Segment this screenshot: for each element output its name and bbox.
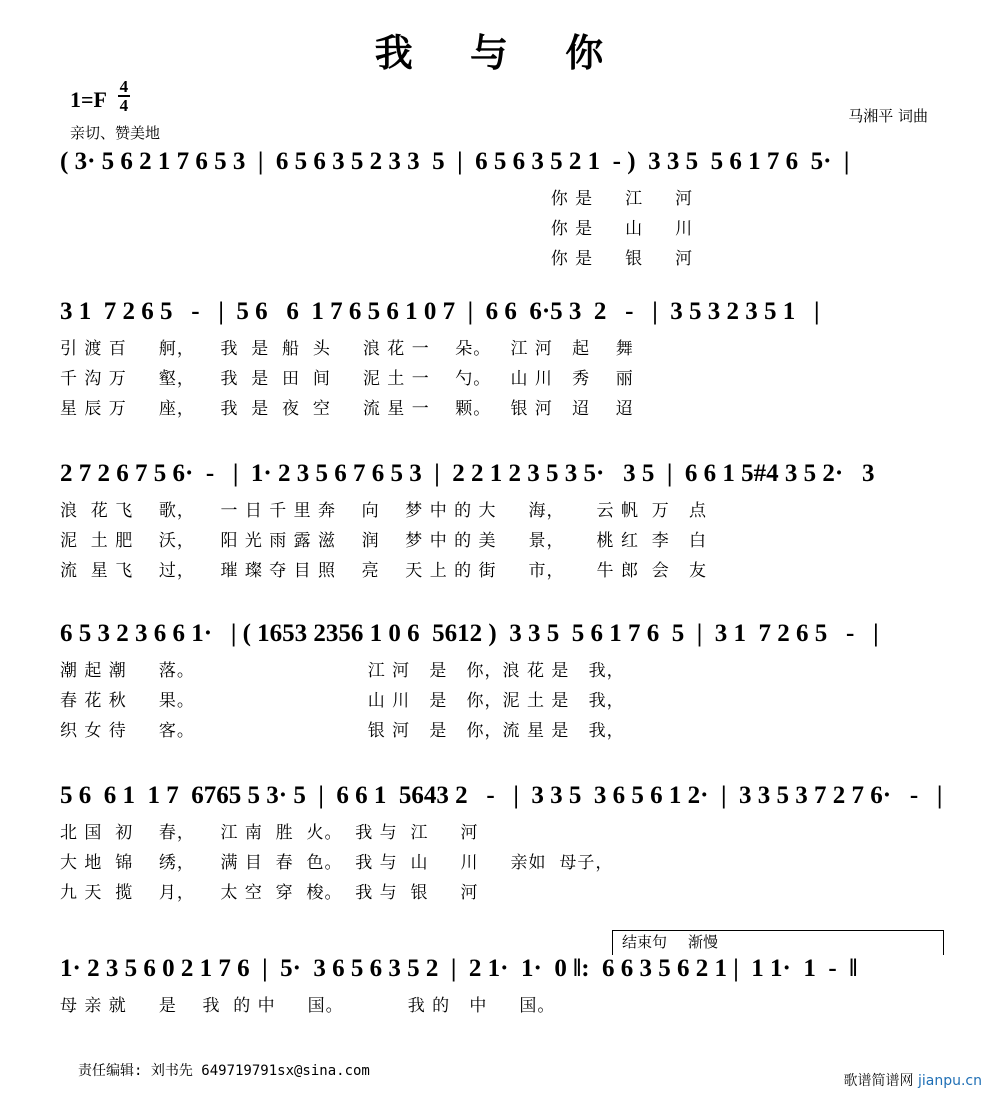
page-title: 我 与 你: [374, 31, 626, 75]
system-3: [0, 460, 1000, 586]
lyric-line-3: 流 星 飞 过， 璀 璨 夺 目 照 亮 天 上 的 街 市， 牛 郎 会 友: [60, 561, 707, 581]
lyric-line-3: 九 天 揽 月， 太 空 穿 梭。 我 与 银 河: [60, 883, 479, 903]
key-prefix: 1=: [70, 87, 94, 112]
expression-mark: 亲切、赞美地: [70, 124, 161, 142]
system-4: [0, 620, 1000, 746]
lyric-line-1: 引 渡 百 舸， 我 是 船 头 浪 花 一 朵。 江 河 起 舞: [60, 339, 634, 359]
lyric-line-1: 母 亲 就 是 我 的 中 国。 我 的 中 国。: [60, 996, 556, 1016]
lyric-line-1: 你 是 江 河: [0, 189, 694, 209]
lyric-line-1: 北 国 初 春， 江 南 胜 火。 我 与 江 河: [60, 823, 479, 843]
watermark-en: jianpu.cn: [917, 1073, 982, 1089]
system-2: [0, 298, 1000, 424]
lyric-line-3: 你 是 银 河: [0, 249, 694, 269]
system-6: [0, 955, 1000, 1021]
lyric-line-2: 你 是 山 川: [0, 219, 694, 239]
lyric-line-1: 潮 起 潮 落。 江 河 是 你，浪 花 是 我，: [60, 661, 625, 681]
lyric-line-2: 大 地 锦 绣， 满 目 春 色。 我 与 山 川 亲如 母子，: [60, 853, 614, 873]
lyric-line-2: 春 花 秋 果。 山 川 是 你，泥 土 是 我，: [60, 691, 625, 711]
editor-footer: 责任编辑: 刘书先 649719791sx@sina.com: [78, 1063, 370, 1079]
notation-line: 2 7 2 6 7 5 6· - | 1· 2 3 5 6 7 6 5 3 | 2 2 1 2 3 5 3 5· 3 5 | 6 6 1 5#4 3 5 2· 3: [60, 460, 875, 487]
time-signature: [118, 78, 131, 114]
key-signature: [70, 78, 130, 114]
composer-credit: 马湘平 词曲: [848, 107, 928, 125]
notation-line: 5 6 6 1 1 7 6765 5 3· 5 | 6 6 1 5643 2 - | 3 3 5 3 6 5 6 1 2· | 3 3 5 3 7 2 7 6· - |: [60, 782, 943, 809]
lyric-line-2: 千 沟 万 壑， 我 是 田 间 泥 土 一 勺。 山 川 秀 丽: [60, 369, 634, 389]
time-num: 4: [119, 77, 129, 96]
notation-line: 6 5 3 2 3 6 6 1· | ( 1653 2356 1 0 6 5612 ) 3 3 5 5 6 1 7 6 5 | 3 1 7 2 6 5 - |: [60, 620, 879, 647]
tempo-label: 渐慢: [688, 933, 719, 951]
system-1: [0, 148, 1000, 274]
system-5: [0, 782, 1000, 908]
lyric-line-2: 泥 土 肥 沃， 阳 光 雨 露 滋 润 梦 中 的 美 景， 桃 红 李 白: [60, 531, 707, 551]
key-letter: F: [93, 87, 107, 112]
lyric-line-3: 织 女 待 客。 银 河 是 你，流 星 是 我，: [60, 721, 625, 741]
lyric-line-1: 浪 花 飞 歌， 一 日 千 里 奔 向 梦 中 的 大 海， 云 帆 万 点: [60, 501, 707, 521]
watermark-cn: 歌谱简谱网: [843, 1073, 914, 1089]
time-den: 4: [119, 96, 129, 115]
notation-line: 1· 2 3 5 6 0 2 1 7 6 | 5· 3 6 5 6 3 5 2 | 2 1· 1· 0 ‖: 6 6 3 5 6 2 1 | 1 1· 1 - ‖: [60, 955, 858, 982]
lyric-line-3: 星 辰 万 座， 我 是 夜 空 流 星 一 颗。 银 河 迢 迢: [60, 399, 634, 419]
notation-line: ( 3· 5 6 2 1 7 6 5 3 | 6 5 6 3 5 2 3 3 5 | 6 5 6 3 5 2 1 - ) 3 3 5 5 6 1 7 6 5· |: [60, 148, 850, 175]
site-watermark: [844, 1070, 982, 1090]
notation-line: 3 1 7 2 6 5 - | 5 6 6 1 7 6 5 6 1 0 7 | 6 6 6·5 3 2 - | 3 5 3 2 3 5 1 |: [60, 298, 820, 325]
ending-label: 结束句: [622, 933, 668, 951]
